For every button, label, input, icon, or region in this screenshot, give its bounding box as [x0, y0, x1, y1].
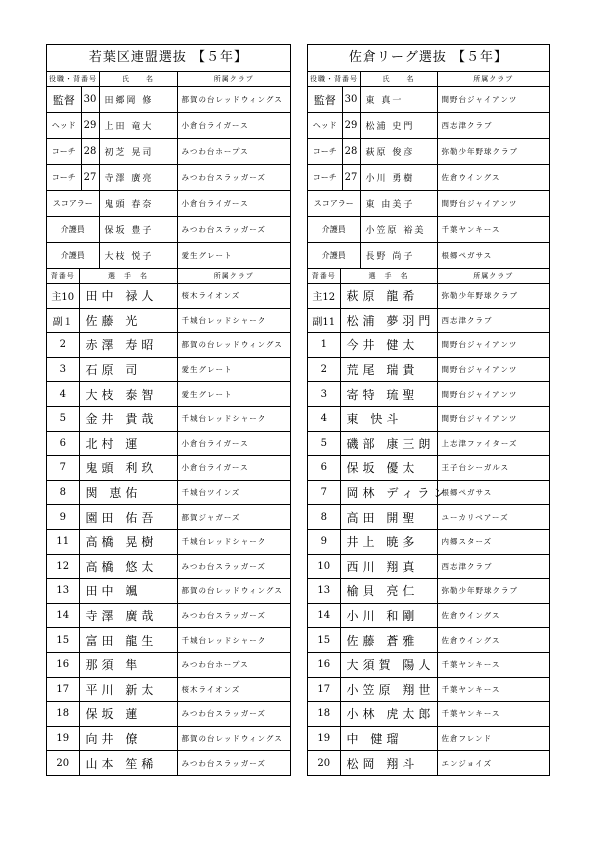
role-number-cell: [47, 165, 99, 191]
player-number: 18: [308, 702, 340, 727]
staff-number: 29: [83, 120, 97, 131]
staff-number: 30: [344, 94, 358, 105]
role-number-cell: [47, 113, 99, 139]
player-number: 15: [308, 628, 340, 653]
player-name: 大須賀 陽人: [340, 652, 437, 677]
player-number: 1: [308, 333, 340, 358]
player-number: 17: [47, 677, 79, 702]
staff-row: [47, 87, 290, 113]
player-row: [47, 702, 290, 727]
player-row: [308, 456, 549, 481]
roster-panel-wakaba: [46, 44, 291, 776]
staff-role: コーチ: [308, 139, 343, 164]
player-name: 東 快斗: [340, 406, 437, 431]
staff-role: コーチ: [47, 139, 82, 164]
player-number: 14: [47, 603, 79, 628]
staff-role: 監督: [47, 87, 82, 112]
player-name: 西川 翔真: [340, 554, 437, 579]
player-number: 3: [308, 382, 340, 407]
player-row: [47, 628, 290, 653]
player-row: [308, 357, 549, 382]
staff-name: 小川 勇樹: [360, 165, 437, 191]
staff-club: 千葉ヤンキース: [437, 217, 549, 243]
staff-number: 27: [344, 172, 358, 183]
player-row: [47, 308, 290, 333]
player-name: 榆貝 亮仁: [340, 579, 437, 604]
player-club: 西志津クラブ: [437, 554, 549, 579]
column-header: 所属クラブ: [177, 269, 290, 284]
player-row: [47, 357, 290, 382]
player-row: [308, 382, 549, 407]
player-number: 15: [47, 628, 79, 653]
player-club: 桜木ライオンズ: [177, 284, 290, 309]
player-row: [308, 628, 549, 653]
player-number: 18: [47, 702, 79, 727]
role-number-cell: [308, 139, 360, 165]
player-club: 佐倉ウイングス: [437, 603, 549, 628]
staff-number: 28: [83, 146, 97, 157]
player-name: 那須 隼: [79, 652, 177, 677]
staff-row: [308, 87, 549, 113]
player-row: [308, 505, 549, 530]
player-row: [308, 480, 549, 505]
role-number-cell: [308, 87, 360, 113]
player-club: 千葉ヤンキース: [437, 652, 549, 677]
player-number: 16: [308, 652, 340, 677]
player-number: 7: [47, 456, 79, 481]
staff-role: 介護員: [308, 217, 360, 243]
staff-table: [308, 72, 549, 269]
column-header: 氏 名: [360, 72, 437, 87]
staff-row: [308, 113, 549, 139]
player-club: 千城台レッドシャーク: [177, 406, 290, 431]
player-name: 松浦 夢羽門: [340, 308, 437, 333]
player-row: [47, 677, 290, 702]
player-club: 弥勒少年野球クラブ: [437, 284, 549, 309]
column-header: 役職・背番号: [47, 72, 99, 87]
player-club: 間野台ジャイアンツ: [437, 333, 549, 358]
column-header: 選 手 名: [79, 269, 177, 284]
staff-role: コーチ: [47, 165, 82, 190]
column-header: 背番号: [308, 269, 340, 284]
staff-club: 佐倉ウイングス: [437, 165, 549, 191]
player-club: 愛生グレート: [177, 382, 290, 407]
player-number: 8: [308, 505, 340, 530]
staff-role: スコアラー: [47, 191, 99, 217]
player-name: 井上 暁多: [340, 529, 437, 554]
player-club: エンジョイズ: [437, 751, 549, 775]
player-name: 佐藤 光: [79, 308, 177, 333]
staff-row: [308, 191, 549, 217]
player-row: [308, 726, 549, 751]
player-name: 関 恵佑: [79, 480, 177, 505]
staff-header-row: [308, 72, 549, 87]
player-club: ユーカリベアーズ: [437, 505, 549, 530]
staff-club: みつわ台ホープス: [177, 139, 290, 165]
player-row: [47, 333, 290, 358]
staff-table: [47, 72, 290, 269]
player-club: 都賀の台レッドウィングス: [177, 333, 290, 358]
player-row: [47, 603, 290, 628]
staff-role: 介護員: [308, 243, 360, 269]
staff-role: ヘッド: [308, 113, 343, 138]
player-club: 西志津クラブ: [437, 308, 549, 333]
player-number: 19: [47, 726, 79, 751]
player-number: 2: [47, 333, 79, 358]
player-club: 都賀の台レッドウィングス: [177, 579, 290, 604]
staff-role: スコアラー: [308, 191, 360, 217]
player-name: 岡林 ディラン: [340, 480, 437, 505]
player-name: 富田 龍生: [79, 628, 177, 653]
player-number: 5: [47, 406, 79, 431]
column-header: 所属クラブ: [437, 269, 549, 284]
staff-name: 鬼頭 春奈: [99, 191, 177, 217]
staff-name: 保坂 豊子: [99, 217, 177, 243]
player-number: 副１: [47, 308, 79, 333]
player-row: [308, 333, 549, 358]
staff-row: [47, 243, 290, 269]
player-row: [308, 603, 549, 628]
player-row: [308, 406, 549, 431]
player-number: 13: [47, 579, 79, 604]
player-club: みつわ台スラッガーズ: [177, 554, 290, 579]
player-row: [47, 406, 290, 431]
staff-name: 松浦 史門: [360, 113, 437, 139]
role-number-cell: [47, 87, 99, 113]
staff-number: 27: [83, 172, 97, 183]
player-name: 寄特 琉聖: [340, 382, 437, 407]
player-number: 2: [308, 357, 340, 382]
player-row: [47, 751, 290, 775]
panel-title: 佐倉リーグ選抜 【５年】: [308, 45, 549, 72]
player-club: 佐倉ウイングス: [437, 628, 549, 653]
staff-row: [47, 165, 290, 191]
player-club: 千城台レッドシャーク: [177, 628, 290, 653]
player-row: [47, 456, 290, 481]
player-club: 千葉ヤンキース: [437, 702, 549, 727]
player-club: 都賀の台レッドウィングス: [177, 726, 290, 751]
player-row: [308, 677, 549, 702]
player-name: 磯部 康三朗: [340, 431, 437, 456]
player-number: 4: [308, 406, 340, 431]
player-number: 9: [47, 505, 79, 530]
player-name: 赤澤 寿昭: [79, 333, 177, 358]
player-number: 5: [308, 431, 340, 456]
panel-title: 若葉区連盟選抜 【５年】: [47, 45, 290, 72]
player-row: [47, 652, 290, 677]
staff-club: みつわ台スラッガーズ: [177, 165, 290, 191]
staff-name: 東 由美子: [360, 191, 437, 217]
staff-row: [308, 243, 549, 269]
player-name: 鬼頭 利玖: [79, 456, 177, 481]
staff-name: 大枝 悦子: [99, 243, 177, 269]
player-name: 田中 颯: [79, 579, 177, 604]
staff-name: 初芝 晃司: [99, 139, 177, 165]
player-row: [308, 554, 549, 579]
player-row: [47, 726, 290, 751]
staff-name: 萩原 俊彦: [360, 139, 437, 165]
player-name: 向井 僚: [79, 726, 177, 751]
staff-row: [308, 217, 549, 243]
player-club: 間野台ジャイアンツ: [437, 357, 549, 382]
player-club: みつわ台ホープス: [177, 652, 290, 677]
player-club: 都賀ジャガーズ: [177, 505, 290, 530]
column-header: 氏 名: [99, 72, 177, 87]
player-row: [47, 284, 290, 309]
player-number: 6: [47, 431, 79, 456]
player-club: 間野台ジャイアンツ: [437, 406, 549, 431]
staff-name: 小笠原 裕美: [360, 217, 437, 243]
staff-name: 上田 竜大: [99, 113, 177, 139]
player-name: 中 健瑠: [340, 726, 437, 751]
player-name: 松岡 翔斗: [340, 751, 437, 775]
player-number: 主12: [308, 284, 340, 309]
player-number: 3: [47, 357, 79, 382]
staff-club: 間野台ジャイアンツ: [437, 87, 549, 113]
player-number: 副11: [308, 308, 340, 333]
player-name: 小川 和剛: [340, 603, 437, 628]
column-header: 背番号: [47, 269, 79, 284]
player-number: 20: [47, 751, 79, 775]
staff-row: [308, 139, 549, 165]
player-club: 千城台レッドシャーク: [177, 308, 290, 333]
staff-club: 弥勒少年野球クラブ: [437, 139, 549, 165]
staff-club: 西志津クラブ: [437, 113, 549, 139]
player-name: 高田 開聖: [340, 505, 437, 530]
staff-club: 都賀の台レッドウィングス: [177, 87, 290, 113]
player-number: 11: [47, 529, 79, 554]
player-header-row: [308, 269, 549, 284]
player-club: 佐倉フレンド: [437, 726, 549, 751]
role-number-cell: [47, 139, 99, 165]
player-name: 金井 貴哉: [79, 406, 177, 431]
staff-club: 小倉台ライガース: [177, 191, 290, 217]
staff-number: 29: [344, 120, 358, 131]
player-name: 萩原 龍希: [340, 284, 437, 309]
staff-club: 間野台ジャイアンツ: [437, 191, 549, 217]
player-row: [308, 308, 549, 333]
player-club: 王子台シーガルス: [437, 456, 549, 481]
staff-role: ヘッド: [47, 113, 82, 138]
player-name: 田中 禄人: [79, 284, 177, 309]
player-header-row: [47, 269, 290, 284]
player-row: [308, 702, 549, 727]
player-number: 12: [47, 554, 79, 579]
player-number: 8: [47, 480, 79, 505]
column-header: 所属クラブ: [437, 72, 549, 87]
player-name: 石原 司: [79, 357, 177, 382]
player-club: みつわ台スラッガーズ: [177, 702, 290, 727]
player-number: 16: [47, 652, 79, 677]
role-number-cell: [308, 165, 360, 191]
staff-role: 介護員: [47, 217, 99, 243]
column-header: 所属クラブ: [177, 72, 290, 87]
player-club: 小倉台ライガース: [177, 431, 290, 456]
player-club: 愛生グレート: [177, 357, 290, 382]
player-name: 山本 笙稀: [79, 751, 177, 775]
player-number: 6: [308, 456, 340, 481]
player-club: 小倉台ライガース: [177, 456, 290, 481]
player-name: 小笠原 翔世: [340, 677, 437, 702]
player-table: [47, 269, 290, 775]
staff-name: 長野 尚子: [360, 243, 437, 269]
player-number: 4: [47, 382, 79, 407]
staff-name: 田郷岡 修: [99, 87, 177, 113]
player-name: 高橋 晃樹: [79, 529, 177, 554]
player-table: [308, 269, 549, 775]
player-number: 10: [308, 554, 340, 579]
player-row: [308, 431, 549, 456]
player-row: [47, 431, 290, 456]
staff-number: 30: [83, 94, 97, 105]
staff-number: 28: [344, 146, 358, 157]
player-name: 保坂 蓮: [79, 702, 177, 727]
player-row: [47, 505, 290, 530]
player-club: 千城台ツインズ: [177, 480, 290, 505]
player-club: みつわ台スラッガーズ: [177, 603, 290, 628]
player-row: [308, 751, 549, 775]
player-name: 平川 新太: [79, 677, 177, 702]
staff-row: [47, 113, 290, 139]
player-row: [308, 284, 549, 309]
player-row: [47, 480, 290, 505]
player-name: 大枝 泰智: [79, 382, 177, 407]
player-name: 今井 健太: [340, 333, 437, 358]
player-name: 小林 虎太郎: [340, 702, 437, 727]
player-club: 桜木ライオンズ: [177, 677, 290, 702]
role-number-cell: [308, 113, 360, 139]
column-header: 役職・背番号: [308, 72, 360, 87]
player-row: [47, 382, 290, 407]
player-row: [308, 652, 549, 677]
player-club: 間野台ジャイアンツ: [437, 382, 549, 407]
player-club: 上志津ファイターズ: [437, 431, 549, 456]
staff-club: 根郷ペガサス: [437, 243, 549, 269]
staff-row: [47, 217, 290, 243]
player-number: 13: [308, 579, 340, 604]
player-number: 9: [308, 529, 340, 554]
player-row: [47, 554, 290, 579]
player-number: 19: [308, 726, 340, 751]
staff-header-row: [47, 72, 290, 87]
player-name: 佐藤 蒼雅: [340, 628, 437, 653]
player-name: 北村 運: [79, 431, 177, 456]
player-name: 寺澤 廣哉: [79, 603, 177, 628]
staff-row: [47, 191, 290, 217]
staff-club: みつわ台スラッガーズ: [177, 217, 290, 243]
player-row: [47, 579, 290, 604]
staff-role: コーチ: [308, 165, 343, 190]
staff-club: 小倉台ライガース: [177, 113, 290, 139]
player-row: [47, 529, 290, 554]
player-name: 保坂 優太: [340, 456, 437, 481]
player-club: 千城台レッドシャーク: [177, 529, 290, 554]
column-header: 選 手 名: [340, 269, 437, 284]
player-club: 根郷ペガサス: [437, 480, 549, 505]
player-name: 荒尾 瑞貴: [340, 357, 437, 382]
player-club: 内郷スターズ: [437, 529, 549, 554]
player-number: 7: [308, 480, 340, 505]
staff-name: 東 真一: [360, 87, 437, 113]
staff-club: 愛生グレート: [177, 243, 290, 269]
player-number: 20: [308, 751, 340, 775]
player-club: 千葉ヤンキース: [437, 677, 549, 702]
player-number: 主10: [47, 284, 79, 309]
staff-row: [47, 139, 290, 165]
roster-panel-sakura: [307, 44, 550, 776]
staff-name: 寺澤 廣亮: [99, 165, 177, 191]
staff-row: [308, 165, 549, 191]
player-number: 17: [308, 677, 340, 702]
player-club: みつわ台スラッガーズ: [177, 751, 290, 775]
player-number: 14: [308, 603, 340, 628]
staff-role: 監督: [308, 87, 343, 112]
player-row: [308, 579, 549, 604]
player-name: 園田 佑吾: [79, 505, 177, 530]
player-name: 高橋 悠太: [79, 554, 177, 579]
player-club: 弥勒少年野球クラブ: [437, 579, 549, 604]
staff-role: 介護員: [47, 243, 99, 269]
player-row: [308, 529, 549, 554]
